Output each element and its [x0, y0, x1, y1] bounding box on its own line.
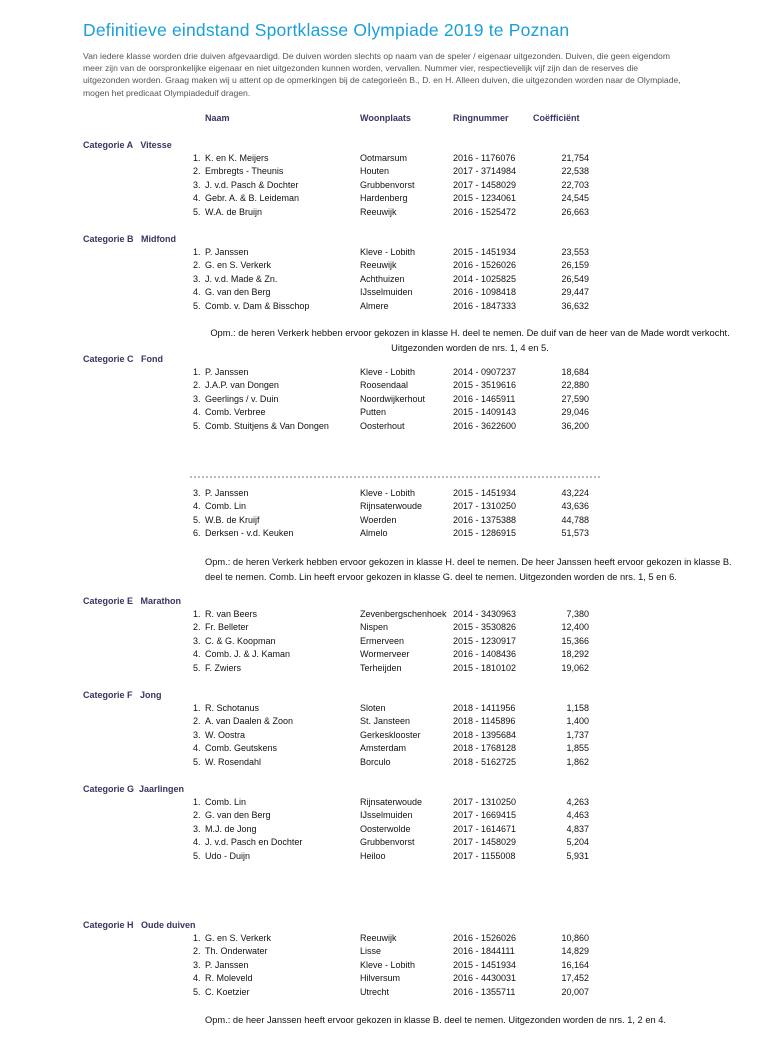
column-header-name: Naam: [205, 113, 230, 123]
place: Putten: [360, 407, 387, 418]
coefficient: 10,860: [561, 933, 589, 943]
place: Almelo: [360, 528, 388, 539]
coefficient: 19,062: [561, 662, 589, 673]
ring-number: 2016 - 1098418: [453, 287, 517, 298]
rank: 3.: [193, 273, 201, 284]
ring-number: 2015 - 1451934: [453, 247, 517, 257]
place: Kleve - Lobith: [360, 488, 416, 498]
rank: 2.: [193, 380, 201, 391]
place: Achthuizen: [360, 273, 405, 284]
ring-number: 2016 - 1844111: [453, 946, 515, 957]
fancier-name: Comb. Geutskens: [205, 743, 278, 754]
category-heading: Categorie F Jong: [83, 690, 162, 700]
rank: 1.: [193, 609, 201, 619]
place: Oosterwolde: [360, 823, 411, 834]
place: Oosterhout: [360, 420, 405, 431]
place: Terheijden: [360, 662, 402, 673]
fancier-name: Embregts - Theunis: [205, 166, 284, 177]
place: Gerkesklooster: [360, 729, 421, 740]
ring-number: 2016 - 1465911: [453, 393, 516, 404]
coefficient: 1,158: [566, 703, 589, 713]
coefficient: 26,159: [561, 260, 589, 271]
fancier-name: G. en S. Verkerk: [205, 260, 272, 271]
fancier-name: Comb. J. & J. Kaman: [205, 649, 291, 660]
coefficient: 26,663: [561, 206, 589, 217]
place: Rijnsaterwoude: [360, 501, 423, 512]
coefficient: 4,837: [566, 823, 589, 834]
fancier-name: J. v.d. Pasch & Dochter: [205, 179, 299, 190]
coefficient: 29,447: [561, 287, 589, 298]
fancier-name: P. Janssen: [205, 488, 249, 498]
page-title: Definitieve eindstand Sportklasse Olympiade 2019 te Poznan: [83, 20, 570, 40]
ring-number: 2017 - 1310250: [453, 501, 517, 512]
fancier-name: J. v.d. Made & Zn.: [205, 273, 278, 284]
ring-number: 2017 - 1669415: [453, 810, 517, 821]
ring-number: 2016 - 1408436: [453, 649, 517, 660]
coefficient: 36,200: [561, 420, 589, 431]
ring-number: 2017 - 1614671: [453, 823, 517, 834]
ring-number: 2018 - 1768128: [453, 743, 517, 754]
rank: 1.: [193, 247, 201, 257]
ring-number: 2015 - 3530826: [453, 622, 517, 633]
ring-number: 2018 - 1411956: [453, 703, 516, 713]
fancier-name: W. Oostra: [205, 729, 246, 740]
ring-number: 2015 - 1286915: [453, 528, 517, 539]
rank: 4.: [193, 407, 201, 418]
coefficient: 4,263: [566, 797, 589, 807]
cut-off-row: [190, 476, 600, 482]
fancier-name: P. Janssen: [205, 959, 249, 970]
rank: 2.: [193, 622, 201, 633]
coefficient: 18,292: [561, 649, 589, 660]
place: Kleve - Lobith: [360, 959, 416, 970]
place: Kleve - Lobith: [360, 367, 416, 377]
rank: 5.: [193, 756, 201, 767]
rank: 5.: [193, 206, 201, 217]
place: Lisse: [360, 946, 382, 957]
rank: 4.: [193, 193, 201, 204]
ring-number: 2016 - 1847333: [453, 300, 517, 311]
rank: 4.: [193, 649, 201, 660]
place: St. Jansteen: [360, 716, 411, 727]
coefficient: 7,380: [566, 609, 589, 619]
fancier-name: Comb. Stuitjens & Van Dongen: [205, 420, 329, 431]
fancier-name: P. Janssen: [205, 367, 249, 377]
place: Kleve - Lobith: [360, 247, 416, 257]
ring-number: 2017 - 1310250: [453, 797, 517, 807]
coefficient: 14,829: [561, 946, 589, 957]
fancier-name: J.A.P. van Dongen: [205, 380, 279, 391]
fancier-name: Fr. Belleter: [205, 622, 249, 633]
remark-note: [205, 1013, 666, 1028]
ring-number: 2017 - 3714984: [453, 166, 517, 177]
ring-number: 2015 - 3519616: [453, 380, 517, 391]
fancier-name: W.A. de Bruijn: [205, 206, 263, 217]
fancier-name: Comb. v. Dam & Bisschop: [205, 300, 310, 311]
ring-number: 2016 - 1375388: [453, 514, 517, 525]
ring-number: 2018 - 1145896: [453, 716, 516, 727]
coefficient: 16,164: [561, 959, 589, 970]
place: Hilversum: [360, 973, 401, 984]
category-heading: Categorie G Jaarlingen: [83, 784, 185, 794]
fancier-name: Comb. Lin: [205, 797, 247, 807]
rank: 2.: [193, 260, 201, 271]
place: Ootmarsum: [360, 153, 408, 163]
fancier-name: R. Moleveld: [205, 973, 253, 984]
remark-note: [205, 555, 732, 585]
rank: 5.: [193, 850, 201, 861]
fancier-name: K. en K. Meijers: [205, 153, 269, 163]
rank: 1.: [193, 153, 201, 163]
ring-number: 2017 - 1458029: [453, 179, 517, 190]
category-heading: Categorie C Fond: [83, 354, 164, 364]
ring-number: 2016 - 1355711: [453, 986, 516, 997]
coefficient: 1,862: [566, 756, 589, 767]
ring-number: 2017 - 1458029: [453, 837, 517, 848]
remark-line: deel te nemen. Comb. Lin heeft ervoor gekozen in klasse G. deel te nemen. Uitgezonden worden de nrs. 1, 5 en 6.: [205, 572, 677, 582]
place: IJsselmuiden: [360, 287, 413, 298]
place: Roosendaal: [360, 380, 409, 391]
ring-number: 2014 - 1025825: [453, 273, 517, 284]
fancier-name: F. Zwiers: [205, 662, 241, 673]
ring-number: 2014 - 3430963: [453, 609, 517, 619]
coefficient: 43,636: [561, 501, 589, 512]
coefficient: 23,553: [561, 247, 589, 257]
fancier-name: Udo - Duijn: [205, 850, 251, 861]
ring-number: 2018 - 5162725: [453, 756, 517, 767]
place: Wormerveer: [360, 649, 410, 660]
remark-line: Uitgezonden worden de nrs. 1, 4 en 5.: [391, 343, 549, 353]
place: Rijnsaterwoude: [360, 797, 423, 807]
place: Grubbenvorst: [360, 179, 415, 190]
place: Noordwijkerhout: [360, 393, 426, 404]
coefficient: 12,400: [561, 622, 589, 633]
ring-number: 2016 - 1526026: [453, 260, 517, 271]
rank: 4.: [193, 973, 201, 984]
coefficient: 27,590: [561, 393, 589, 404]
intro-paragraph: Van iedere klasse worden drie duiven afgevaardigd. De duiven worden slechts op naam van de speler / eigenaar uitgezonden. Duiven, die geen eigendom meer zijn van de oorspronkelijke eigenaar en niet uitgezonden kunnen worden, vervallen. Nummer vier, respectievelijk vijf zijn dan de reserves die uitgezonden worden. Graag maken wij u attent op de opmerkingen bij de categorieën B., D. en H. Alleen duiven, die uitgezonden worden naar de Olympiade, mogen het predicaat Olympiadeduif dragen.: [83, 51, 681, 98]
place: Grubbenvorst: [360, 837, 415, 848]
rank: 6.: [193, 528, 201, 539]
rank: 3.: [193, 393, 201, 404]
remark-note: [200, 326, 740, 356]
fancier-name: G. en S. Verkerk: [205, 933, 272, 943]
place: Houten: [360, 166, 390, 177]
column-header-place: Woonplaats: [360, 113, 411, 123]
ring-number: 2018 - 1395684: [453, 729, 517, 740]
fancier-name: J. v.d. Pasch en Dochter: [205, 837, 303, 848]
ring-number: 2016 - 4430031: [453, 973, 517, 984]
coefficient: 51,573: [561, 528, 589, 539]
fancier-name: G. van den Berg: [205, 810, 271, 821]
coefficient: 4,463: [566, 810, 589, 821]
category-heading: Categorie E Marathon: [83, 596, 182, 606]
coefficient: 1,855: [566, 743, 589, 754]
ring-number: 2015 - 1451934: [453, 488, 517, 498]
rank: 3.: [193, 635, 201, 646]
fancier-name: C. & G. Koopman: [205, 635, 276, 646]
place: Utrecht: [360, 986, 390, 997]
column-header-coefficient: Coëfficiënt: [533, 113, 580, 123]
ring-number: 2015 - 1810102: [453, 662, 517, 673]
rank: 3.: [193, 823, 201, 834]
coefficient: 22,703: [561, 179, 589, 190]
remark-line: Opm.: de heren Verkerk hebben ervoor gekozen in klasse H. deel te nemen. De heer Janssen heeft ervoor gekozen in klasse B.: [205, 557, 732, 567]
rank: 4.: [193, 743, 201, 754]
rank: 3.: [193, 959, 201, 970]
category-heading: Categorie A Vitesse: [83, 140, 172, 150]
place: Ermerveen: [360, 635, 405, 646]
rank: 1.: [193, 703, 201, 713]
rank: 4.: [193, 287, 201, 298]
fancier-name: M.J. de Jong: [205, 823, 257, 834]
place: Reeuwijk: [360, 260, 397, 271]
remark-line: Opm.: de heer Janssen heeft ervoor gekozen in klasse B. deel te nemen. Uitgezonden worden de nrs. 1, 2 en 4.: [205, 1015, 666, 1025]
rank: 1.: [193, 933, 201, 943]
fancier-name: R. van Beers: [205, 609, 258, 619]
coefficient: 1,737: [566, 729, 589, 740]
rank: 1.: [193, 367, 201, 377]
ring-number: 2016 - 3622600: [453, 420, 517, 431]
coefficient: 20,007: [561, 986, 589, 997]
coefficient: 29,046: [561, 407, 589, 418]
rank: 2.: [193, 166, 201, 177]
place: Amsterdam: [360, 743, 407, 754]
place: Sloten: [360, 703, 386, 713]
coefficient: 44,788: [561, 514, 589, 525]
fancier-name: W. Rosendahl: [205, 756, 262, 767]
coefficient: 24,545: [561, 193, 589, 204]
fancier-name: P. Janssen: [205, 247, 249, 257]
coefficient: 15,366: [561, 635, 589, 646]
place: Woerden: [360, 514, 397, 525]
fancier-name: W.B. de Kruijf: [205, 514, 260, 525]
rank: 5.: [193, 300, 201, 311]
ring-number: 2016 - 1526026: [453, 933, 517, 943]
rank: 4.: [193, 837, 201, 848]
rank: 3.: [193, 488, 201, 498]
place: Heiloo: [360, 850, 386, 861]
ring-number: 2015 - 1451934: [453, 959, 517, 970]
fancier-name: A. van Daalen & Zoon: [205, 716, 294, 727]
rank: 5.: [193, 420, 201, 431]
coefficient: 18,684: [561, 367, 589, 377]
column-header-ring: Ringnummer: [453, 113, 509, 123]
rank: 3.: [193, 729, 201, 740]
ring-number: 2015 - 1234061: [453, 193, 517, 204]
fancier-name: Comb. Lin: [205, 501, 247, 512]
place: Borculo: [360, 756, 391, 767]
rank: 5.: [193, 662, 201, 673]
coefficient: 22,538: [561, 166, 589, 177]
ring-number: 2014 - 0907237: [453, 367, 517, 377]
place: Almere: [360, 300, 389, 311]
rank: 5.: [193, 986, 201, 997]
coefficient: 5,931: [566, 850, 589, 861]
place: Nispen: [360, 622, 389, 633]
rank: 5.: [193, 514, 201, 525]
rank: 3.: [193, 179, 201, 190]
coefficient: 43,224: [561, 488, 589, 498]
category-heading: Categorie B Midfond: [83, 234, 176, 244]
fancier-name: C. Koetzier: [205, 986, 250, 997]
coefficient: 17,452: [561, 973, 589, 984]
rank: 2.: [193, 810, 201, 821]
place: Reeuwijk: [360, 933, 397, 943]
fancier-name: Geerlings / v. Duin: [205, 393, 279, 404]
fancier-name: G. van den Berg: [205, 287, 271, 298]
remark-line: Opm.: de heren Verkerk hebben ervoor gekozen in klasse H. deel te nemen. De duif van de heer van de Made wordt verkocht.: [210, 328, 730, 338]
coefficient: 21,754: [561, 153, 589, 163]
rank: 2.: [193, 946, 201, 957]
fancier-name: Gebr. A. & B. Leideman: [205, 193, 300, 204]
rank: 1.: [193, 797, 201, 807]
category-heading: Categorie H Oude duiven: [83, 920, 196, 930]
fancier-name: Comb. Verbree: [205, 407, 266, 418]
ring-number: 2015 - 1409143: [453, 407, 517, 418]
coefficient: 36,632: [561, 300, 589, 311]
rank: 4.: [193, 501, 201, 512]
ring-number: 2017 - 1155008: [453, 850, 516, 861]
ring-number: 2016 - 1176076: [453, 153, 516, 163]
ring-number: 2015 - 1230917: [453, 635, 517, 646]
place: Hardenberg: [360, 193, 408, 204]
coefficient: 22,880: [561, 380, 589, 391]
place: Reeuwijk: [360, 206, 397, 217]
place: IJsselmuiden: [360, 810, 413, 821]
rank: 2.: [193, 716, 201, 727]
coefficient: 26,549: [561, 273, 589, 284]
place: Zevenbergschenhoek: [360, 609, 447, 619]
fancier-name: R. Schotanus: [205, 703, 260, 713]
coefficient: 1,400: [566, 716, 589, 727]
fancier-name: Derksen - v.d. Keuken: [205, 528, 294, 539]
coefficient: 5,204: [566, 837, 589, 848]
fancier-name: Th. Onderwater: [205, 946, 268, 957]
ring-number: 2016 - 1525472: [453, 206, 517, 217]
